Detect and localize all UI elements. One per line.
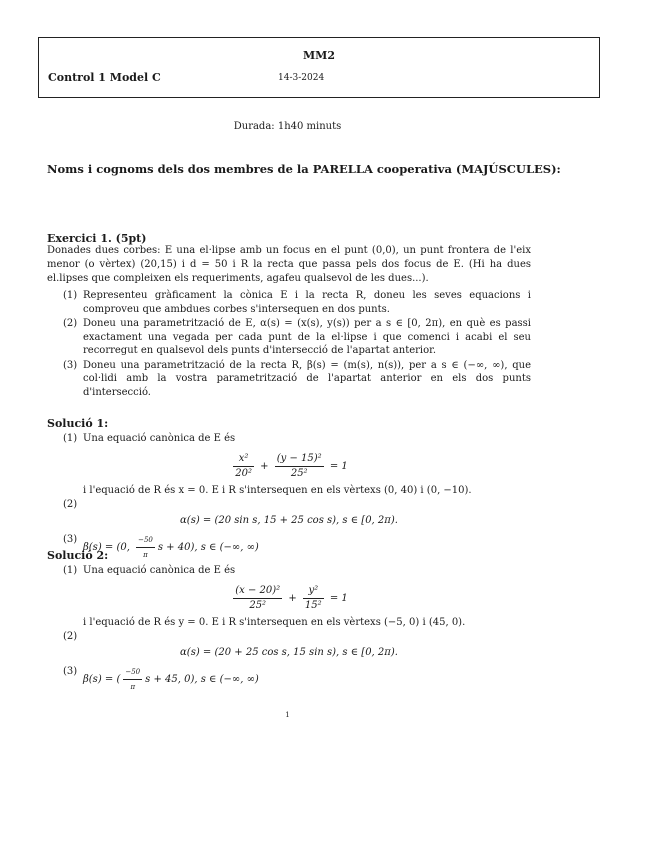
solution1-line-param: β(s) = (0, $\frac{-50}{\pi}$ s + 40), s ∈ (−∞, ∞) — [83, 542, 259, 553]
item-text: Representeu gràficament la cònica E i la recta R, doneu les seves equacions i comproveu que ambdues corbes s'intersequen en dos punts. — [83, 290, 531, 315]
solution1-intersection-text: i l'equació de R és x = 0. E i R s'intersequen en els vèrtexs (0, 40) i (0, −10). — [83, 485, 472, 496]
solution1-title: Solució 1: — [47, 417, 109, 430]
item-text: Doneu una parametrització de E, α(s) = (x(s), y(s)) per a s ∈ [0, 2π), en què es passi exactament una vegada per cada punt de la el·lipse i que comenci i acabi el seu recorregut en qualsevol dels punts d'intersecció de l'apartat anterior. — [83, 318, 531, 356]
exercise-statement: Donades dues corbes: E una el·lipse amb un focus en el punt (0,0), un punt frontera de l'eix menor (o vèrtex) (20,15) i d = 50 i R la recta que passa pels dos focus de E. (Hi ha dues el.lipses que compleixen els requeriments, agafeu qualsevol de les dues...). — [47, 245, 531, 284]
solution1-parametrization: α(s) = (20 sin s, 15 + 25 cos s), s ∈ [0, 2π). — [180, 515, 398, 526]
solution2-line-param: β(s) = ( $\frac{-50}{\pi}$ s + 45, 0), s ∈ (−∞, ∞) — [83, 674, 259, 685]
item-number: (1) — [63, 290, 78, 301]
solution2-intersection-text: i l'equació de R és y = 0. E i R s'intersequen en els vèrtexs (−5, 0) i (45, 0). — [83, 617, 466, 628]
item-number: (2) — [63, 631, 78, 642]
item-number: (1) — [63, 433, 78, 444]
item-text: Una equació canònica de E és — [83, 565, 236, 576]
solution2-canonical-equation: $\frac{\text{(x − 20)²}}{\text{25²}}$ + $\frac{\text{y²}}{\text{15²}}$ = 1 — [235, 585, 348, 611]
item-number: (3) — [63, 534, 78, 545]
solution1-canonical-equation: $\frac{\text{x²}}{\text{20²}}$ + $\frac{\text{(y − 15)²}}{\text{25²}}$ = 1 — [235, 453, 348, 479]
item-number: (3) — [63, 359, 78, 371]
exercise-items — [47, 289, 531, 400]
course-title: MM2 — [302, 49, 335, 62]
solution2-title: Solució 2: — [47, 549, 109, 562]
solution1-block — [47, 432, 531, 562]
solution2-parametrization: α(s) = (20 + 25 cos s, 15 sin s), s ∈ [0, 2π). — [180, 647, 398, 658]
exercise-item — [47, 359, 531, 400]
exam-date: 14-3-2024 — [278, 73, 325, 83]
exercise-item — [47, 289, 531, 316]
item-number: (1) — [63, 565, 78, 576]
exam-title: Control 1 Model C — [48, 71, 161, 84]
exercise-item — [47, 317, 531, 358]
item-text: Una equació canònica de E és — [83, 433, 236, 444]
item-number: (3) — [63, 666, 78, 677]
exam-header-box — [38, 37, 600, 98]
names-prompt: Noms i cognoms dels dos membres de la PARELLA cooperativa (MAJÚSCULES): — [47, 162, 561, 176]
exam-duration: Durada: 1h40 minuts — [233, 121, 342, 132]
item-number: (2) — [63, 499, 78, 510]
page-number: 1 — [285, 711, 290, 719]
item-text: Doneu una parametrització de la recta R, β(s) = (m(s), n(s)), per a s ∈ (−∞, ∞), que col·lidi amb la vostra parametrització de l'apartat anterior en els dos punts d'intersecció. — [83, 359, 531, 398]
exercise-title: Exercici 1. (5pt) — [47, 232, 147, 245]
solution2-block — [47, 564, 531, 694]
item-number: (2) — [63, 318, 78, 329]
